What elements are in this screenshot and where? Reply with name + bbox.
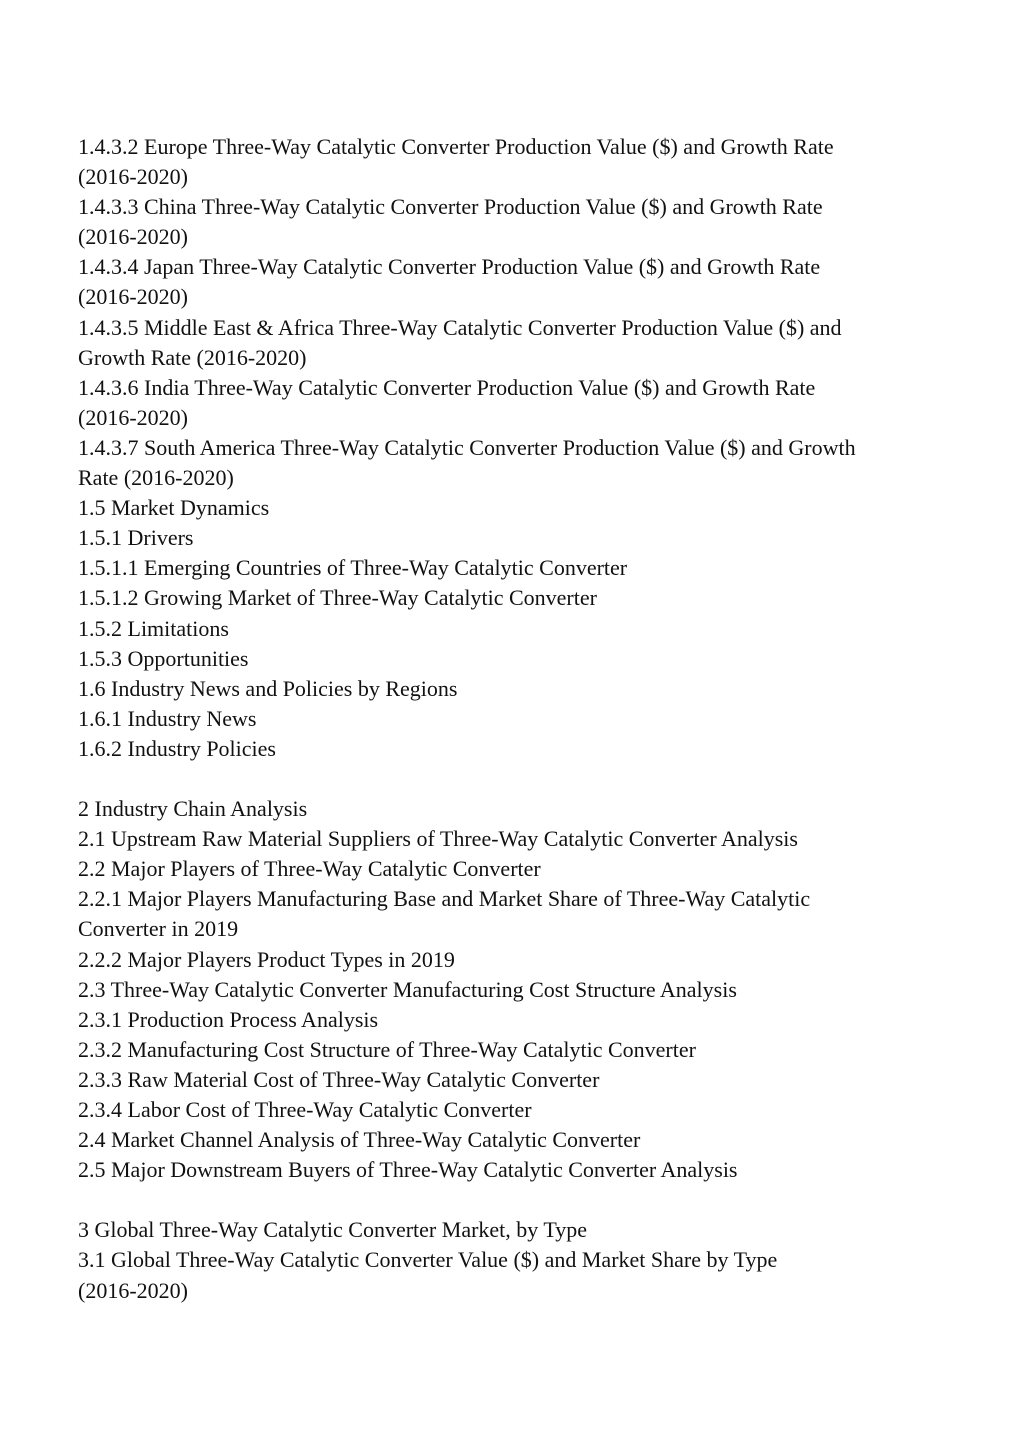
toc-line: 3 Global Three-Way Catalytic Converter Market, by Type [78, 1217, 588, 1243]
toc-line: 2.3.1 Production Process Analysis [78, 1006, 379, 1032]
toc-line: 1.6.2 Industry Policies [78, 735, 276, 761]
toc-line: 1.4.3.5 Middle East & Africa Three-Way Catalytic Converter Production Value ($) and [78, 314, 842, 340]
table-of-contents [78, 132, 958, 1306]
blank-line [78, 1185, 958, 1215]
blank-line [78, 764, 958, 794]
toc-line: 2.4 Market Channel Analysis of Three-Way Catalytic Converter [78, 1127, 641, 1153]
toc-line: (2016-2020) [78, 1277, 188, 1303]
toc-line: 1.4.3.7 South America Three-Way Catalytic Converter Production Value ($) and Growth [78, 434, 856, 460]
toc-line: 2.5 Major Downstream Buyers of Three-Way Catalytic Converter Analysis [78, 1157, 738, 1183]
toc-line: 2.3.2 Manufacturing Cost Structure of Three-Way Catalytic Converter [78, 1036, 696, 1062]
toc-line: 1.5.1 Drivers [78, 525, 194, 551]
toc-line: 1.4.3.2 Europe Three-Way Catalytic Converter Production Value ($) and Growth Rate [78, 134, 834, 159]
toc-line: (2016-2020) [78, 224, 188, 250]
toc-line: Converter in 2019 [78, 916, 239, 942]
toc-line: 1.5.3 Opportunities [78, 645, 249, 671]
toc-line: 2.2 Major Players of Three-Way Catalytic Converter [78, 856, 541, 882]
toc-line: 1.4.3.4 Japan Three-Way Catalytic Converter Production Value ($) and Growth Rate [78, 254, 821, 280]
toc-line: 1.6.1 Industry News [78, 705, 257, 731]
toc-line: (2016-2020) [78, 284, 188, 310]
toc-line: 1.5.1.2 Growing Market of Three-Way Catalytic Converter [78, 585, 597, 611]
toc-line: 2.1 Upstream Raw Material Suppliers of Three-Way Catalytic Converter Analysis [78, 826, 798, 852]
toc-line: Growth Rate (2016-2020) [78, 344, 307, 370]
toc-line: 2.3.3 Raw Material Cost of Three-Way Catalytic Converter [78, 1066, 600, 1092]
toc-line: 2.3 Three-Way Catalytic Converter Manufacturing Cost Structure Analysis [78, 976, 737, 1002]
toc-line: 2.3.4 Labor Cost of Three-Way Catalytic Converter [78, 1097, 532, 1122]
toc-line: 1.4.3.3 China Three-Way Catalytic Converter Production Value ($) and Growth Rate [78, 194, 823, 220]
toc-line: 2 Industry Chain Analysis [78, 796, 308, 822]
toc-line: 2.2.1 Major Players Manufacturing Base and Market Share of Three-Way Catalytic [78, 886, 811, 912]
toc-line: 2.2.2 Major Players Product Types in 2019 [78, 946, 455, 972]
toc-line: (2016-2020) [78, 404, 188, 430]
toc-line: (2016-2020) [78, 164, 188, 190]
toc-line: 1.5 Market Dynamics [78, 495, 270, 521]
toc-line: 1.5.1.1 Emerging Countries of Three-Way Catalytic Converter [78, 555, 628, 581]
toc-line: 1.4.3.6 India Three-Way Catalytic Converter Production Value ($) and Growth Rate [78, 374, 816, 400]
toc-line: Rate (2016-2020) [78, 465, 234, 491]
toc-line: 1.6 Industry News and Policies by Regions [78, 675, 458, 701]
toc-line: 1.5.2 Limitations [78, 615, 229, 641]
toc-line: 3.1 Global Three-Way Catalytic Converter Value ($) and Market Share by Type [78, 1247, 778, 1273]
